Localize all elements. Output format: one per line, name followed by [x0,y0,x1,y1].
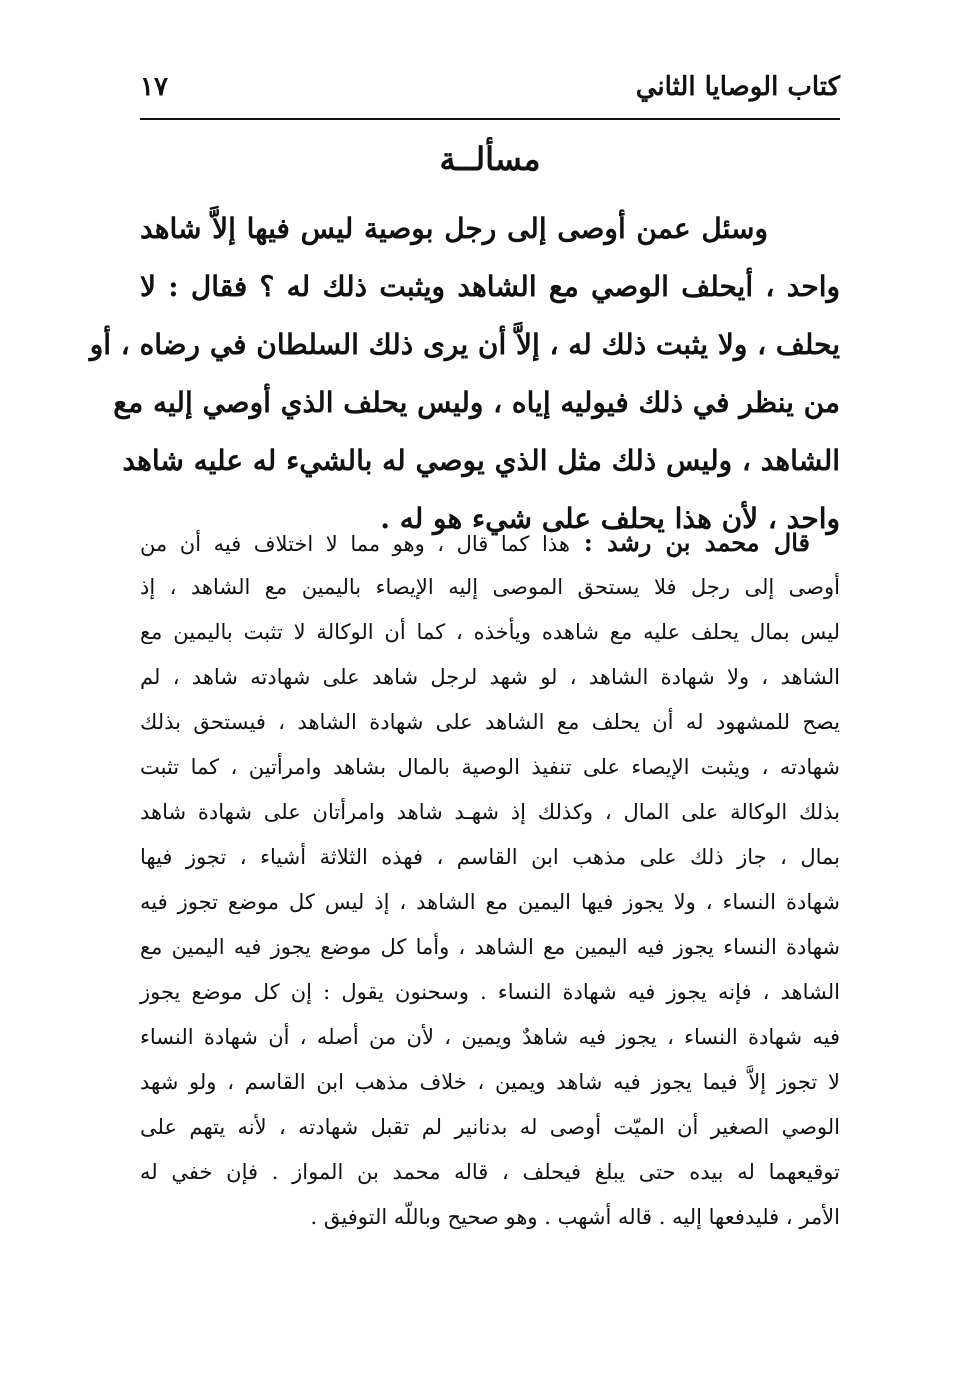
commentary-line: يصح للمشهود له أن يحلف مع الشاهد على شهادة الشاهد ، فيستحق بذلك [140,710,840,734]
commentary-line: توقيعهما له بيده حتى يبلغ فيحلف ، قاله محمد بن المواز . فإن خفي له [140,1160,840,1184]
question-line: واحد ، لأن هذا يحلف على شيء هو له . [380,502,840,535]
commentary-line: الشاهد ، فإنه يجوز فيه شهادة النساء . وسحنون يقول : إن كل موضع يجوز [140,980,840,1004]
commentary-paragraph [140,520,840,1240]
question-line: من ينظر في ذلك فيوليه إياه ، وليس يحلف الذي أوصي إليه مع [113,386,840,419]
running-title: كتاب الوصايا الثاني [635,72,840,102]
question-paragraph [89,200,840,548]
commentary-line: شهادة النساء ، ولا يجوز فيها اليمين مع الشاهد ، إذ ليس كل موضع تجوز فيه [140,890,840,914]
commentary-opening-text: هذا كما قال ، وهو مما لا اختلاف فيه أن من [140,532,570,556]
question-line: الشاهد ، وليس ذلك مثل الذي يوصي له بالشيء له عليه شاهد [122,444,840,477]
commentary-line: بذلك الوكالة على المال ، وكذلك إذ شهـد شاهد وامرأتان على شهادة شاهد [140,800,840,824]
commentary-line: بمال ، جاز ذلك على مذهب ابن القاسم ، فهذه الثلاثة أشياء ، تجوز فيها [140,845,840,869]
question-line: يحلف ، ولا يثبت ذلك له ، إلاَّ أن يرى ذلك السلطان في رضاه ، أو [89,328,840,361]
section-title: مسألــة [439,140,541,178]
question-line: وسئل عمن أوصى إلى رجل بوصية ليس فيها إلاَّ شاهد [140,212,768,245]
question-line: واحد ، أيحلف الوصي مع الشاهد ويثبت ذلك له ؟ فقال : لا [140,270,840,303]
commentary-line: ليس بمال يحلف عليه مع شاهده ويأخذه ، كما أن الوكالة لا تثبت باليمين مع [140,620,840,644]
commentary-speaker: قال محمد بن رشد : [583,528,810,557]
commentary-line [140,520,840,565]
page-header [140,70,840,120]
commentary-line: الوصي الصغير أن الميّت أوصى له بدنانير لم تقبل شهادته ، لأنه يتهم على [140,1115,840,1139]
commentary-line: الشاهد ، ولا شهادة الشاهد ، لو شهد لرجل شاهد على شهادته شاهد ، لم [140,665,840,689]
commentary-line: أوصى إلى رجل فلا يستحق الموصى إليه الإيصاء باليمين مع الشاهد ، إذ [140,575,840,599]
commentary-line: فيه شهادة النساء ، يجوز فيه شاهدٌ ويمين ، لأن من أصله ، أن شهادة النساء [140,1025,840,1049]
commentary-line: لا تجوز إلاَّ فيما يجوز فيه شاهد ويمين ، خلاف مذهب ابن القاسم ، ولو شهد [140,1070,840,1094]
commentary-line: شهادة النساء يجوز فيه اليمين مع الشاهد ، وأما كل موضع يجوز فيه اليمين مع [140,935,840,959]
page-number: ١٧ [140,72,168,102]
commentary-line: شهادته ، ويثبت الإيصاء على تنفيذ الوصية بالمال بشاهد وامرأتين ، كما تثبت [140,755,840,779]
commentary-line: الأمر ، فليدفعها إليه . قاله أشهب . وهو صحيح وباللّه التوفيق . [310,1205,840,1229]
